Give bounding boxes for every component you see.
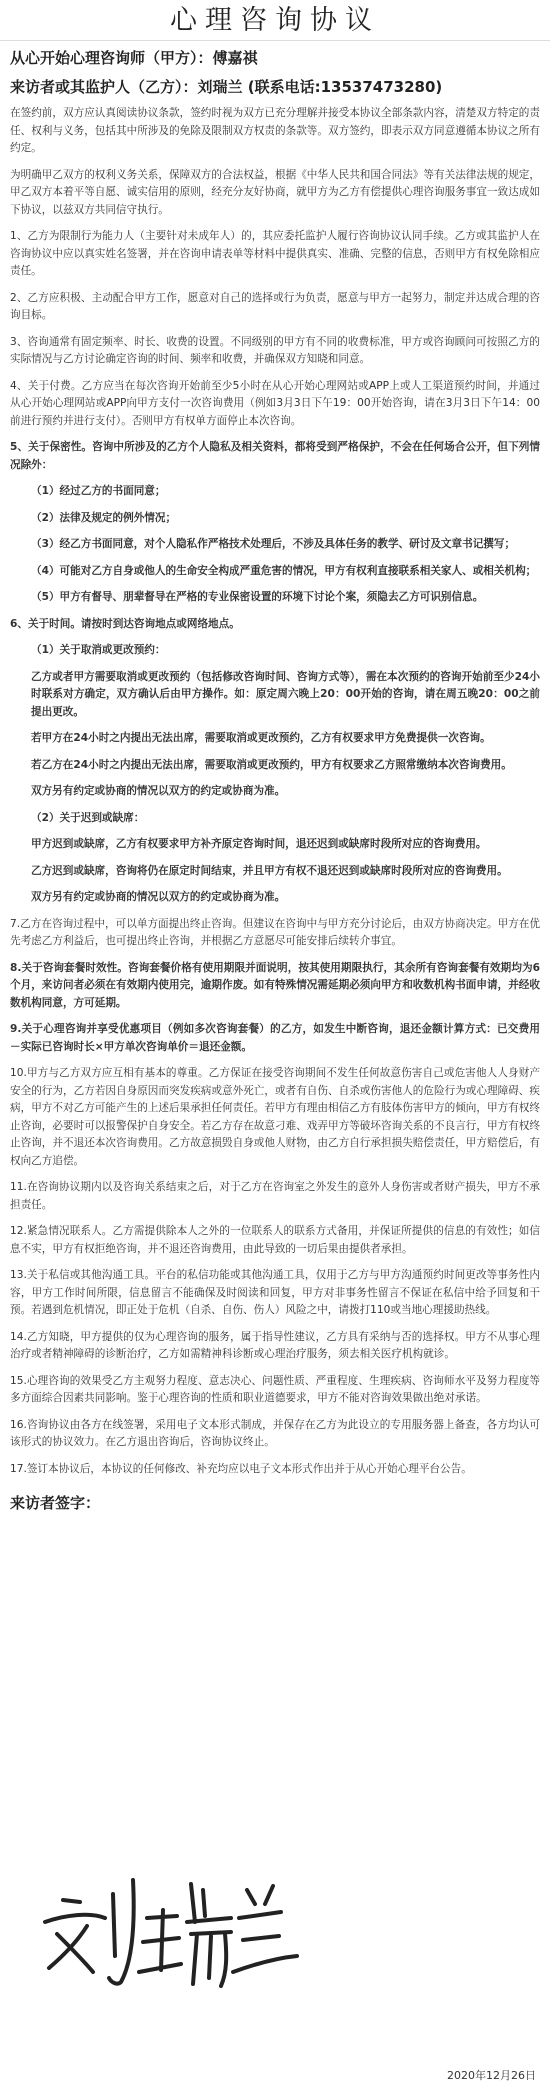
- clause-14: 14.乙方知晓，甲方提供的仅为心理咨询的服务，属于指导性建议，乙方具有采纳与否的选择权。甲方不从事心理治疗或者精神障碍的诊断治疗，乙方如需精神科诊断或心理治疗服务，须去相关医疗机构就诊。: [10, 1330, 540, 1360]
- clause-12: 12.紧急情况联系人。乙方需提供除本人之外的一位联系人的联系方式备用，并保证所提供的信息的有效性；如信息不实，甲方有权拒绝咨询，并不退还咨询费用，由此导致的一切后果由提供者承担。: [10, 1225, 540, 1255]
- intro-paragraph-1: 在签约前，双方应认真阅读协议条款，签约时视为双方已充分理解并接受本协议全部条款内容，清楚双方特定的责任、权利与义务，包括其中所涉及的免除及限制双方权责的条款等。双方签约，即表示双方同意遵循本协议之所有约定。: [10, 107, 540, 154]
- clause-5-item-4: （4）可能对乙方自身或他人的生命安全构成严重危害的情况，甲方有权利直接联系相关家人、或相关机构；: [31, 564, 537, 577]
- signature-label: 来访者签字：: [10, 1494, 101, 1512]
- signature-date: 2020年12月26日: [447, 2069, 536, 2082]
- clause-2: 2、乙方应积极、主动配合甲方工作，愿意对自己的选择或行为负责，愿意与甲方一起努力，制定并达成合理的咨询目标。: [10, 291, 540, 321]
- clause-13: 13.关于私信或其他沟通工具。平台的私信功能或其他沟通工具，仅用于乙方与甲方沟通预约时间更改等事务性内容，甲方工作时间所限，信息留言不能确保及时阅读和回复，甲方对非事务性留言不保证在私信中给予回复和干预。若遇到危机情况，即正处于危机（自杀、自伤、伤人）风险之中，请拨打110或当地心理援助热线。: [10, 1269, 540, 1316]
- clause-4: 4、关于付费。乙方应当在每次咨询开始前至少5小时在从心开始心理网站或APP上或人工渠道预约时间，并通过从心开始心理网站或APP向甲方支付一次咨询费用（例如3月3日下午19：00开始咨询，请在3月3日下午14：00前进行预约并进行支付）。否则甲方有权单方面停止本次咨询。: [10, 379, 540, 427]
- clause-6-sub-1: （1）关于取消或更改预约：: [31, 644, 166, 656]
- clause-6-sub-2-c: 双方另有约定或协商的情况以双方的约定或协商为准。: [31, 891, 286, 903]
- clause-9: 9.关于心理咨询并享受优惠项目（例如多次咨询套餐）的乙方，如发生中断咨询，退还金额计算方式：已交费用－实际已咨询时长×甲方单次咨询单价＝退还金额。: [10, 1023, 540, 1053]
- clause-6-sub-1-b: 若甲方在24小时之内提出无法出席，需要取消或更改预约，乙方有权要求甲方免费提供一次咨询。: [31, 732, 491, 744]
- clause-6-sub-2-b: 乙方迟到或缺席，咨询将仍在原定时间结束，并且甲方有权不退还迟到或缺席时段所对应的咨询费用。: [31, 864, 508, 877]
- clause-6-heading: 6、关于时间。请按时到达咨询地点或网络地点。: [10, 617, 240, 630]
- clause-6-sub-2-a: 甲方迟到或缺席，乙方有权要求甲方补齐原定咨询时间，退还迟到或缺席时段所对应的咨询费用。: [31, 838, 487, 850]
- clause-5-item-2: （2）法律及规定的例外情况；: [31, 511, 177, 524]
- clause-6-sub-1-c: 若乙方在24小时之内提出无法出席，需要取消或更改预约，甲方有权要求乙方照常缴纳本次咨询费用。: [31, 758, 512, 771]
- clause-6-sub-1-a: 乙方或者甲方需要取消或更改预约（包括修改咨询时间、咨询方式等），需在本次预约的咨询开始前至少24小时联系对方确定，双方确认后由甲方操作。如：原定周六晚上20：00开始的咨询，请在周五晚20：00之前提出更改。: [31, 670, 540, 718]
- page-title: 心理咨询协议: [0, 0, 550, 41]
- clause-11: 11.在咨询协议期内以及咨询关系结束之后，对于乙方在咨询室之外发生的意外人身伤害或者财产损失，甲方不承担责任。: [10, 1181, 540, 1211]
- clause-7: 7.乙方在咨询过程中，可以单方面提出终止咨询。但建议在咨询中与甲方充分讨论后，由双方协商决定。甲方在优先考虑乙方利益后，也可提出终止咨询，并根据乙方意愿尽可能安排后续转介事宜。: [10, 917, 540, 947]
- party-b: 来访者或其监护人（乙方）：刘瑞兰 (联系电话:13537473280): [10, 78, 443, 96]
- clause-5-heading: 5、关于保密性。咨询中所涉及的乙方个人隐私及相关资料，都将受到严格保护，不会在任何场合公开，但下列情况除外：: [10, 441, 540, 471]
- clause-5-item-3: （3）经乙方书面同意，对个人隐私作严格技术处理后，不涉及具体任务的教学、研讨及文章书记撰写；: [31, 538, 516, 550]
- clause-5-item-5: （5）甲方有督导、朋辈督导在严格的专业保密设置的环境下讨论个案，须隐去乙方可识别信息。: [31, 591, 484, 603]
- clause-1: 1、乙方为限制行为能力人（主要针对未成年人）的，其应委托监护人履行咨询协议认同手续。乙方或其监护人在咨询协议中应以真实姓名签署，并在咨询申请表单等材料中提供真实、准确、完整的信息，否则甲方有权免除相应责任。: [10, 230, 540, 277]
- party-a: 从心开始心理咨询师（甲方）：傅嘉祺: [10, 49, 258, 67]
- clause-6-sub-2: （2）关于迟到或缺席：: [31, 811, 145, 824]
- intro-paragraph-2: 为明确甲乙双方的权利义务关系，保障双方的合法权益，根据《中华人民共和国合同法》等有关法律法规的规定，甲乙双方本着平等自愿、诚实信用的原则，经充分友好协商，就甲方为乙方有偿提供心理咨询服务事宜一致达成如下协议，以兹双方共同信守执行。: [10, 168, 540, 216]
- handwritten-signature: [35, 1860, 315, 2000]
- clause-17: 17.签订本协议后，本协议的任何修改、补充均应以电子文本形式作出并于从心开始心理平台公告。: [10, 1462, 472, 1475]
- clause-15: 15.心理咨询的效果受乙方主观努力程度、意志决心、问题性质、严重程度、生理疾病、咨询师水平及努力程度等多方面综合因素共同影响。鉴于心理咨询的性质和职业道德要求，甲方不能对咨询效果做出绝对承诺。: [10, 1374, 540, 1404]
- clause-5-item-1: （1）经过乙方的书面同意；: [31, 485, 166, 497]
- clause-16: 16.咨询协议由各方在线签署，采用电子文本形式制成，并保存在乙方为此设立的专用服务器上备查，各方均认可该形式的协议效力。在乙方退出咨询后，咨询协议终止。: [10, 1418, 540, 1448]
- clause-6-sub-1-d: 双方另有约定或协商的情况以双方的约定或协商为准。: [31, 785, 286, 797]
- clause-10: 10.甲方与乙方双方应互相有基本的尊重。乙方保证在接受咨询期间不发生任何故意伤害自己或危害他人人身财产安全的行为，乙方若因自身原因而突发疾病或意外死亡，或者有自伤、自杀或伤害他人的危险行为或心理障碍、疾病，甲方不对乙方可能产生的上述后果承担任何责任。若甲方有理由相信乙方有肢体伤害甲方的倾向，甲方有权终止咨询，必要时可以报警保护自身安全。若乙方存在故意刁难、戏弄甲方等破坏咨询关系的不良言行，甲方有权终止咨询，并不退还本次咨询费用。乙方故意损毁自身或他人财物，由乙方自行承担损失赔偿责任，甲方赔偿后，有权向乙方追偿。: [10, 1067, 540, 1167]
- clause-8: 8.关于咨询套餐时效性。咨询套餐价格有使用期限并面说明，按其使用期限执行，其余所有咨询套餐有效期均为6个月，来访问者必须在有效期内使用完，逾期作废。如有特殊情况需延期必须向甲方和收数机构书面申请，并经收数机构同意，方可延期。: [10, 961, 540, 1009]
- clause-3: 3、咨询通常有固定频率、时长、收费的设置。不同级别的甲方有不同的收费标准，甲方或咨询顾问可按照乙方的实际情况与乙方讨论确定咨询的时间、频率和收费，并确保双方知晓和同意。: [10, 335, 540, 365]
